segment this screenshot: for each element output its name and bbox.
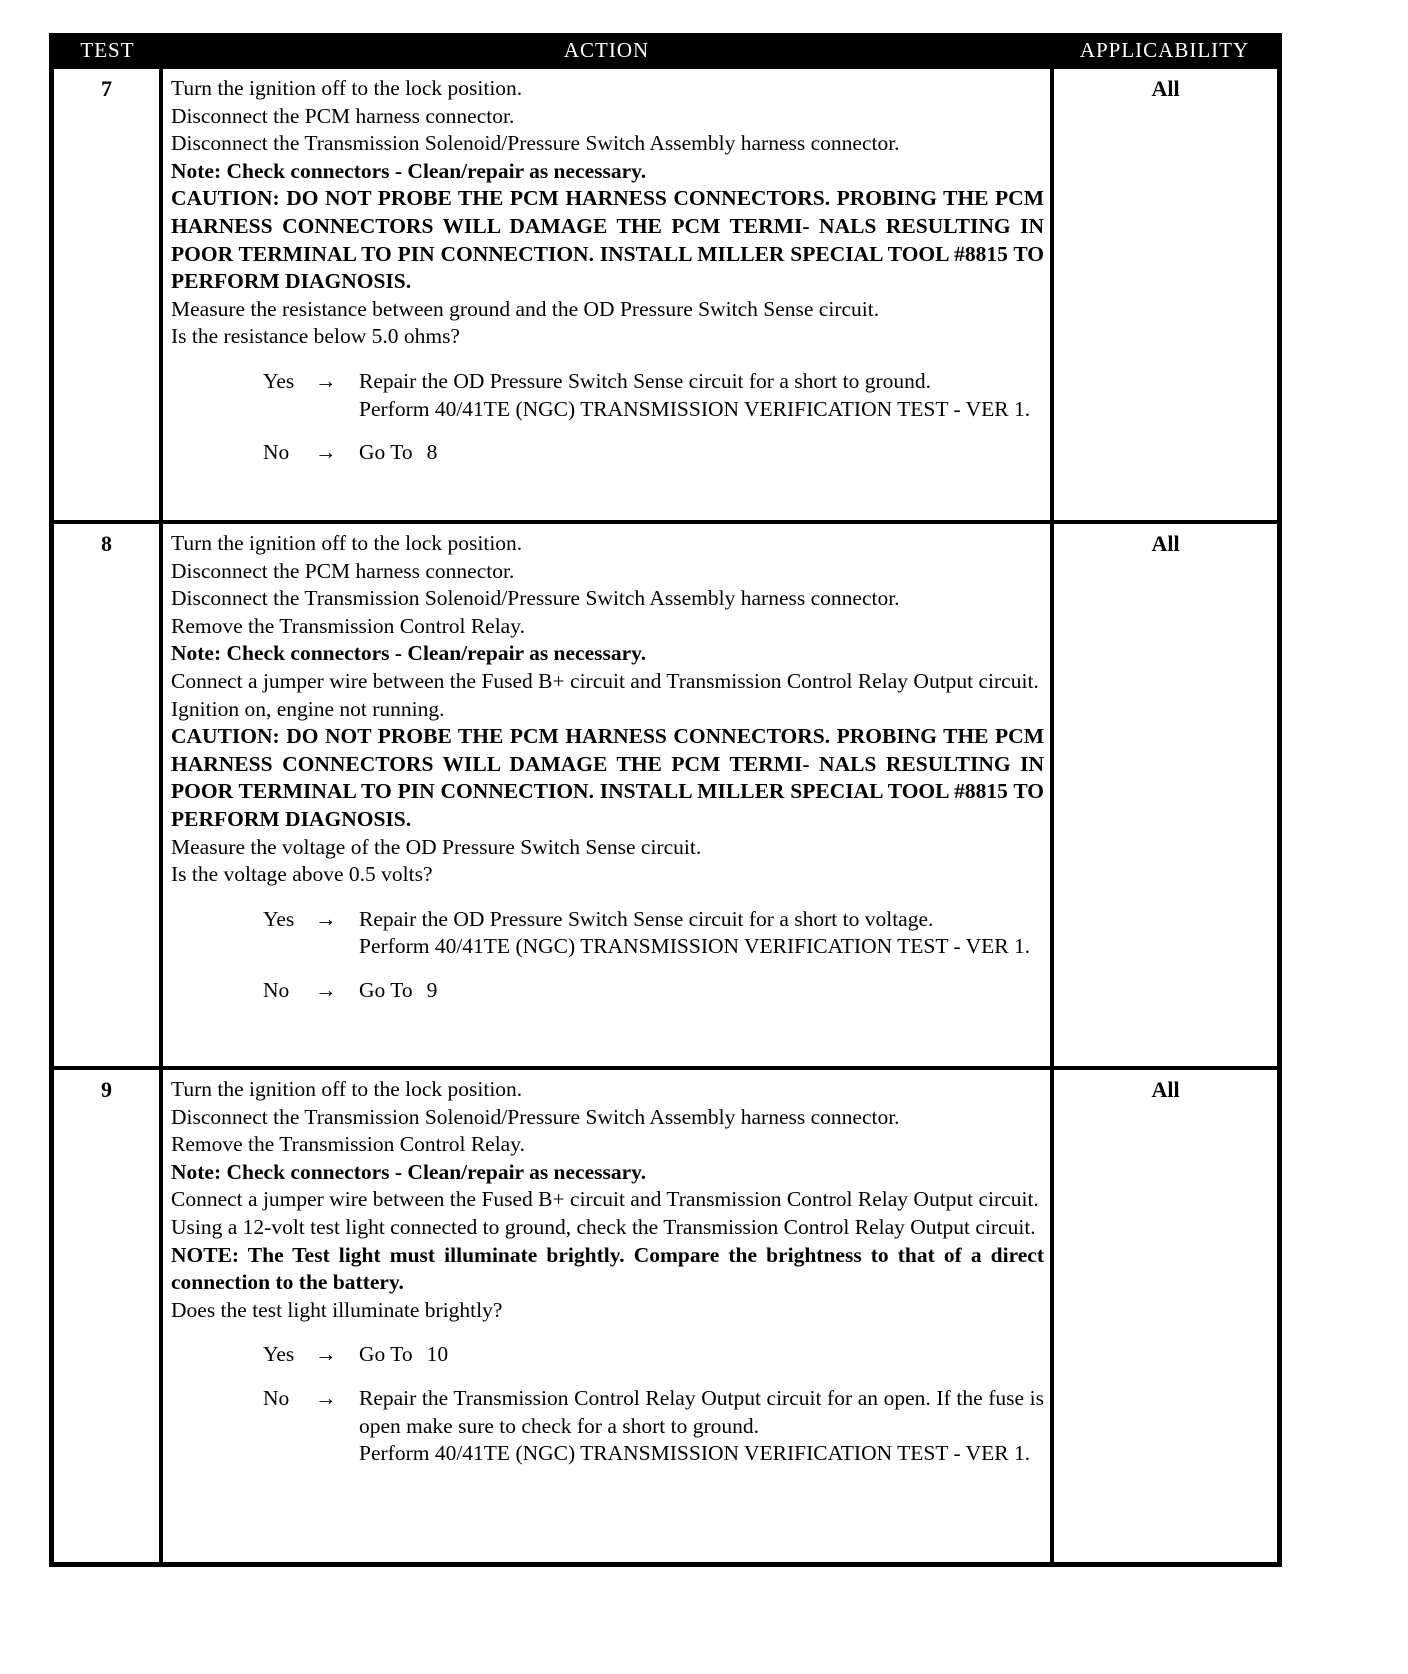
test-number: 7 [54, 68, 161, 522]
step: Remove the Transmission Control Relay. [171, 1132, 525, 1157]
goto-target[interactable]: 9 [426, 977, 438, 1002]
outcome-text: Repair the OD Pressure Switch Sense circuit for a short to ground. [359, 368, 932, 393]
yes-label: Yes [263, 368, 295, 393]
outcome-text: Repair the Transmission Control Relay Output circuit for an open. If the fuse is open make sure to check for a short to ground. [359, 1385, 1044, 1438]
arrow-icon: → [315, 906, 337, 931]
caution-text: CAUTION: DO NOT PROBE THE PCM HARNESS CONNECTORS. PROBING THE PCM HARNESS CONNECTORS WILL DAMAGE THE PCM TERMI- NALS RESULTING IN POOR TERMINAL TO PIN CONNECTION. INSTALL MILLER SPECIAL TOOL #8815 TO PERFORM DIAGNOSIS. [171, 724, 1044, 831]
no-label: No [263, 977, 290, 1002]
table-header-row [54, 33, 1277, 68]
step: Connect a jumper wire between the Fused B+ circuit and Transmission Control Relay Output circuit. [171, 1187, 1039, 1212]
note-text: Note: Check connectors - Clean/repair as necessary. [171, 641, 647, 666]
step: Remove the Transmission Control Relay. [171, 613, 525, 638]
table-row-test-7 [54, 68, 1277, 522]
applicability-value: All [1052, 68, 1277, 522]
step: Turn the ignition off to the lock position. [171, 531, 523, 555]
step: Turn the ignition off to the lock position. [171, 1077, 523, 1101]
step: Turn the ignition off to the lock position. [171, 76, 523, 100]
goto-link[interactable]: Go To [359, 977, 413, 1002]
step: Disconnect the Transmission Solenoid/Pressure Switch Assembly harness connector. [171, 131, 900, 156]
step: Disconnect the Transmission Solenoid/Pressure Switch Assembly harness connector. [171, 586, 900, 611]
applicability-value: All [1052, 522, 1277, 1068]
arrow-icon: → [315, 977, 337, 1002]
action-cell [161, 1068, 1052, 1562]
arrow-icon: → [315, 368, 337, 393]
measure-step: Measure the resistance between ground and the OD Pressure Switch Sense circuit. [171, 296, 880, 321]
goto-link[interactable]: Go To [359, 1342, 413, 1367]
header-action: ACTION [161, 33, 1052, 68]
goto-link[interactable]: Go To [359, 440, 413, 465]
outcome-no [263, 977, 1044, 1005]
test-number: 9 [54, 1068, 161, 1562]
outcome-text: Repair the OD Pressure Switch Sense circuit for a short to voltage. [359, 906, 934, 931]
no-label: No [263, 440, 290, 465]
outcome-no [263, 439, 1044, 467]
outcome-no [263, 1385, 1044, 1468]
diagnostic-test-table [54, 33, 1277, 1562]
outcomes [171, 1341, 1044, 1467]
step: Using a 12-volt test light connected to ground, check the Transmission Control Relay Output circuit. [171, 1214, 1036, 1239]
no-label: No [263, 1385, 290, 1410]
step: Ignition on, engine not running. [171, 696, 445, 721]
perform-text: Perform 40/41TE (NGC) TRANSMISSION VERIFICATION TEST - VER 1. [359, 1441, 1031, 1466]
question-text: Is the voltage above 0.5 volts? [171, 862, 433, 887]
test-number: 8 [54, 522, 161, 1068]
question-text: Is the resistance below 5.0 ohms? [171, 324, 460, 349]
caution-text: CAUTION: DO NOT PROBE THE PCM HARNESS CONNECTORS. PROBING THE PCM HARNESS CONNECTORS WILL DAMAGE THE PCM TERMI- NALS RESULTING IN POOR TERMINAL TO PIN CONNECTION. INSTALL MILLER SPECIAL TOOL #8815 TO PERFORM DIAGNOSIS. [171, 186, 1044, 294]
outcomes [171, 368, 1044, 467]
diagnostic-table-sheet [49, 33, 1282, 1567]
measure-step: Measure the voltage of the OD Pressure Switch Sense circuit. [171, 834, 702, 859]
applicability-value: All [1052, 1068, 1277, 1562]
yes-label: Yes [263, 1342, 295, 1367]
header-test: TEST [54, 33, 161, 68]
step: Disconnect the PCM harness connector. [171, 558, 515, 583]
yes-label: Yes [263, 906, 295, 931]
outcome-yes [263, 1341, 1044, 1369]
table-row-test-9 [54, 1068, 1277, 1562]
header-applicability: APPLICABILITY [1052, 33, 1277, 68]
perform-text: Perform 40/41TE (NGC) TRANSMISSION VERIFICATION TEST - VER 1. [359, 934, 1031, 959]
outcome-yes [263, 906, 1044, 961]
goto-target[interactable]: 10 [426, 1342, 449, 1367]
step: Connect a jumper wire between the Fused B+ circuit and Transmission Control Relay Output circuit. [171, 668, 1039, 693]
table-row-test-8 [54, 522, 1277, 1068]
arrow-icon: → [315, 1342, 337, 1367]
step: Disconnect the PCM harness connector. [171, 103, 515, 128]
perform-text: Perform 40/41TE (NGC) TRANSMISSION VERIFICATION TEST - VER 1. [359, 396, 1031, 421]
goto-target[interactable]: 8 [426, 440, 438, 465]
arrow-icon: → [315, 440, 337, 465]
note-text: Note: Check connectors - Clean/repair as necessary. [171, 1159, 647, 1184]
question-text: Does the test light illuminate brightly? [171, 1297, 503, 1322]
note-emphasis-text: NOTE: The Test light must illuminate brightly. Compare the brightness to that of a direct connection to the battery. [171, 1242, 1044, 1295]
step: Disconnect the Transmission Solenoid/Pressure Switch Assembly harness connector. [171, 1104, 900, 1129]
outcomes [171, 906, 1044, 1005]
action-cell [161, 68, 1052, 522]
arrow-icon: → [315, 1385, 337, 1410]
note-text: Note: Check connectors - Clean/repair as necessary. [171, 158, 647, 183]
outcome-yes [263, 368, 1044, 423]
action-cell [161, 522, 1052, 1068]
